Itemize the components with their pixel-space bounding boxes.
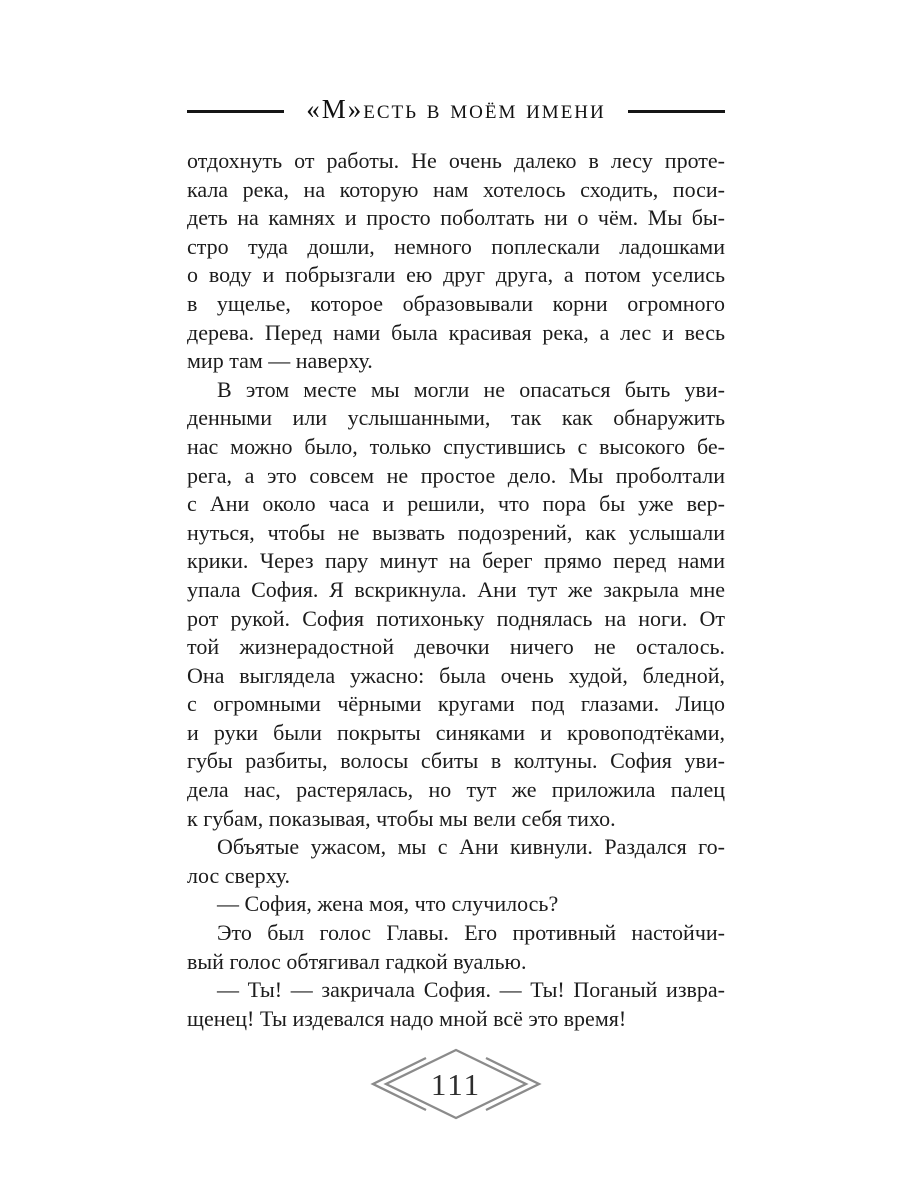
- text-block: [187, 0, 725, 1123]
- paragraph: [187, 890, 725, 919]
- text-line: дела нас, растерялась, но тут же приложила палец: [187, 777, 725, 803]
- paragraph: [187, 919, 725, 976]
- body-text: [187, 147, 725, 1033]
- text-line: рега, а это совсем не простое дело. Мы проболтали: [187, 462, 725, 488]
- paragraph: [187, 833, 725, 890]
- text-line: лос сверху.: [187, 862, 291, 888]
- text-line: щенец! Ты издевался надо мной всё это время!: [187, 1005, 627, 1031]
- page-number-ornament: [341, 1045, 571, 1123]
- header-rule-left: [187, 110, 284, 113]
- text-line: той жизнерадостной девочки ничего не осталось.: [187, 634, 725, 660]
- text-line: В этом месте мы могли не опасаться быть уви-: [217, 376, 725, 402]
- paragraph: [187, 147, 725, 376]
- text-line: и руки были покрыты синяками и кровоподтёками,: [187, 719, 725, 745]
- text-line: к губам, показывая, чтобы мы вели себя тихо.: [187, 805, 616, 831]
- text-line: нас можно было, только спустившись с высокого бе-: [187, 433, 725, 459]
- text-line: о воду и побрызгали ею друг друга, а потом уселись: [187, 262, 725, 288]
- book-title: «М»есть в моём имени: [306, 94, 606, 124]
- text-line: Она выглядела ужасно: была очень худой, бледной,: [187, 662, 725, 688]
- text-line: упала София. Я вскрикнула. Ани тут же закрыла мне: [187, 576, 725, 602]
- text-line: мир там — наверху.: [187, 348, 373, 374]
- text-line: денными или услышанными, так как обнаружить: [187, 405, 725, 431]
- header-rule-right: [628, 110, 725, 113]
- text-line: нуться, чтобы не вызвать подозрений, как услышали: [187, 519, 725, 545]
- paragraph: [187, 976, 725, 1033]
- text-line: вый голос обтягивал гадкой вуалью.: [187, 948, 527, 974]
- text-line: крики. Через пару минут на берег прямо перед нами: [187, 548, 725, 574]
- text-line: отдохнуть от работы. Не очень далеко в лесу проте-: [187, 148, 725, 173]
- text-line: Объятые ужасом, мы с Ани кивнули. Раздался го-: [217, 834, 725, 860]
- text-line: Это был голос Главы. Его противный настойчи-: [217, 920, 725, 946]
- page-footer: [187, 1045, 725, 1123]
- text-line: дерева. Перед нами была красивая река, а лес и весь: [187, 319, 725, 345]
- paragraph: [187, 376, 725, 834]
- page-number: 111: [430, 1067, 482, 1103]
- text-line: губы разбиты, волосы сбиты в колтуны. София уви-: [187, 748, 725, 774]
- text-line: — София, жена моя, что случилось?: [217, 891, 559, 917]
- running-head: [187, 96, 725, 126]
- text-line: стро туда дошли, немного поплескали ладошками: [187, 233, 725, 259]
- text-line: кала река, на которую нам хотелось сходить, поси-: [187, 176, 725, 202]
- text-line: деть на камнях и просто поболтать ни о чём. Мы бы-: [187, 205, 725, 231]
- text-line: с огромными чёрными кругами под глазами. Лицо: [187, 691, 725, 717]
- text-line: — Ты! — закричала София. — Ты! Поганый извра-: [217, 977, 725, 1003]
- text-line: с Ани около часа и решили, что пора бы уже вер-: [187, 491, 725, 517]
- text-line: в ущелье, которое образовывали корни огромного: [187, 290, 725, 316]
- text-line: рот рукой. София потихоньку поднялась на ноги. От: [187, 605, 725, 631]
